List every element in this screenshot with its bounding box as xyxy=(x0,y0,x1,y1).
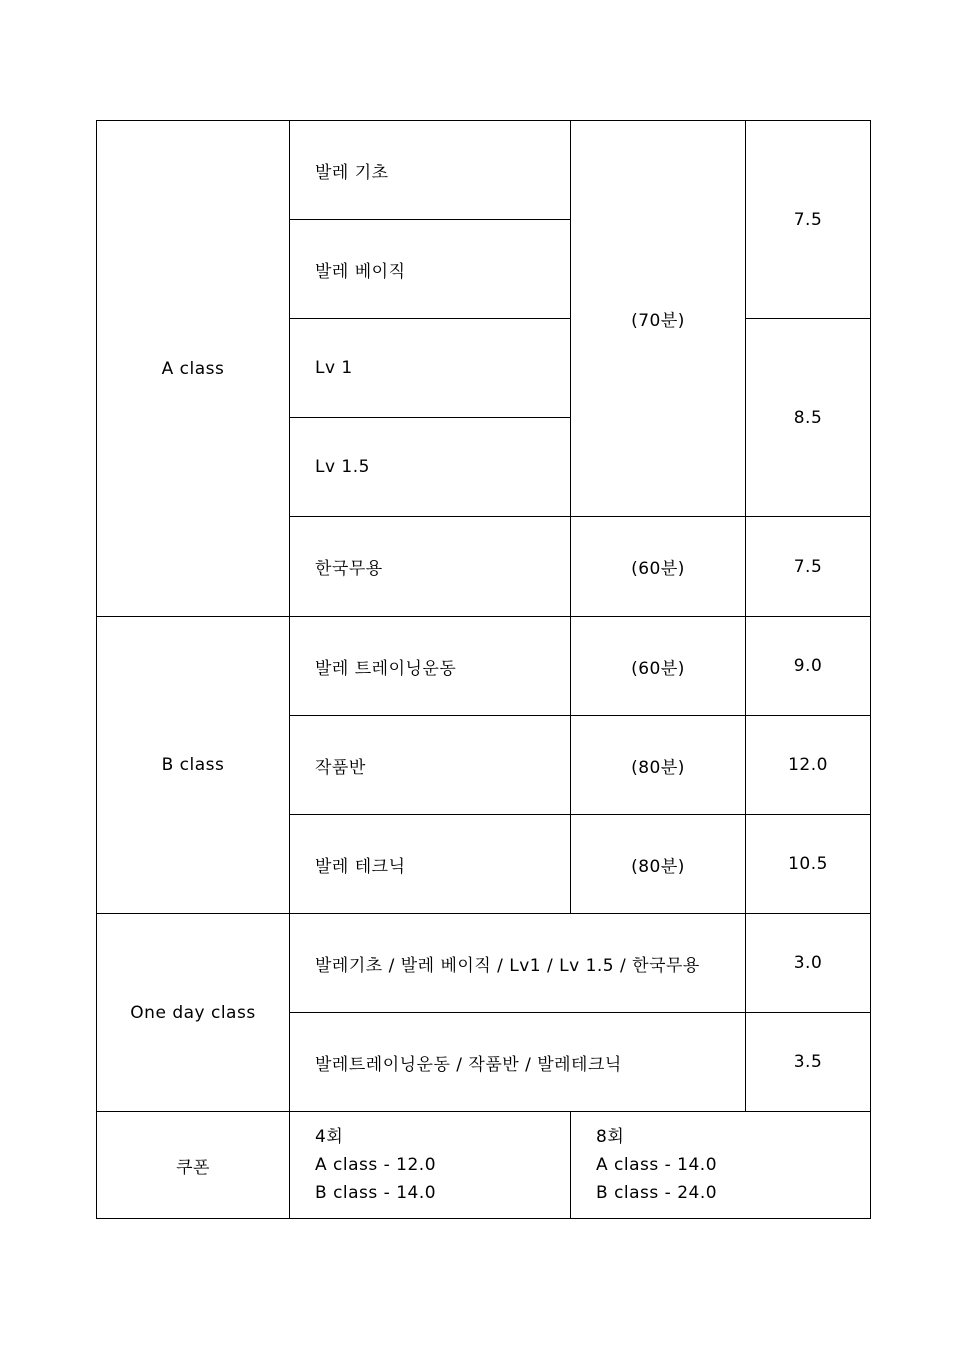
price-cell: 9.0 xyxy=(746,617,871,716)
coupon-4-title: 4회 xyxy=(315,1127,344,1147)
category-b-class: B class xyxy=(97,617,290,914)
table-row xyxy=(97,914,871,1013)
class-name-cell: 발레 기초 xyxy=(290,121,571,220)
price-table xyxy=(96,120,871,1219)
class-name-cell: 한국무용 xyxy=(290,517,571,617)
category-coupon: 쿠폰 xyxy=(97,1112,290,1219)
table-row xyxy=(97,617,871,716)
class-name-cell: Lv 1 xyxy=(290,319,571,418)
class-name-cell: 발레기초 / 발레 베이직 / Lv1 / Lv 1.5 / 한국무용 xyxy=(290,914,746,1013)
price-cell: 7.5 xyxy=(746,517,871,617)
price-cell: 3.0 xyxy=(746,914,871,1013)
price-cell: 7.5 xyxy=(746,121,871,319)
duration-cell: (60분) xyxy=(571,517,746,617)
price-cell: 3.5 xyxy=(746,1013,871,1112)
price-cell: 8.5 xyxy=(746,319,871,517)
coupon-8-cell xyxy=(571,1112,871,1219)
class-name-cell: 발레 베이직 xyxy=(290,220,571,319)
category-one-day-class: One day class xyxy=(97,914,290,1112)
table-row xyxy=(97,121,871,220)
coupon-8-b-price: B class - 24.0 xyxy=(596,1183,718,1203)
class-name-cell: Lv 1.5 xyxy=(290,418,571,517)
duration-cell: (80분) xyxy=(571,815,746,914)
duration-cell: (60분) xyxy=(571,617,746,716)
class-name-cell: 발레 트레이닝운동 xyxy=(290,617,571,716)
class-name-cell: 작품반 xyxy=(290,716,571,815)
duration-cell: (70분) xyxy=(571,121,746,517)
table-row xyxy=(97,1112,871,1219)
coupon-4-a-price: A class - 12.0 xyxy=(315,1155,437,1175)
price-cell: 10.5 xyxy=(746,815,871,914)
coupon-8-title: 8회 xyxy=(596,1127,625,1147)
coupon-4-b-price: B class - 14.0 xyxy=(315,1183,437,1203)
coupon-8-a-price: A class - 14.0 xyxy=(596,1155,718,1175)
duration-cell: (80분) xyxy=(571,716,746,815)
class-name-cell: 발레 테크닉 xyxy=(290,815,571,914)
class-name-cell: 발레트레이닝운동 / 작품반 / 발레테크닉 xyxy=(290,1013,746,1112)
category-a-class: A class xyxy=(97,121,290,617)
price-cell: 12.0 xyxy=(746,716,871,815)
coupon-4-cell xyxy=(290,1112,571,1219)
